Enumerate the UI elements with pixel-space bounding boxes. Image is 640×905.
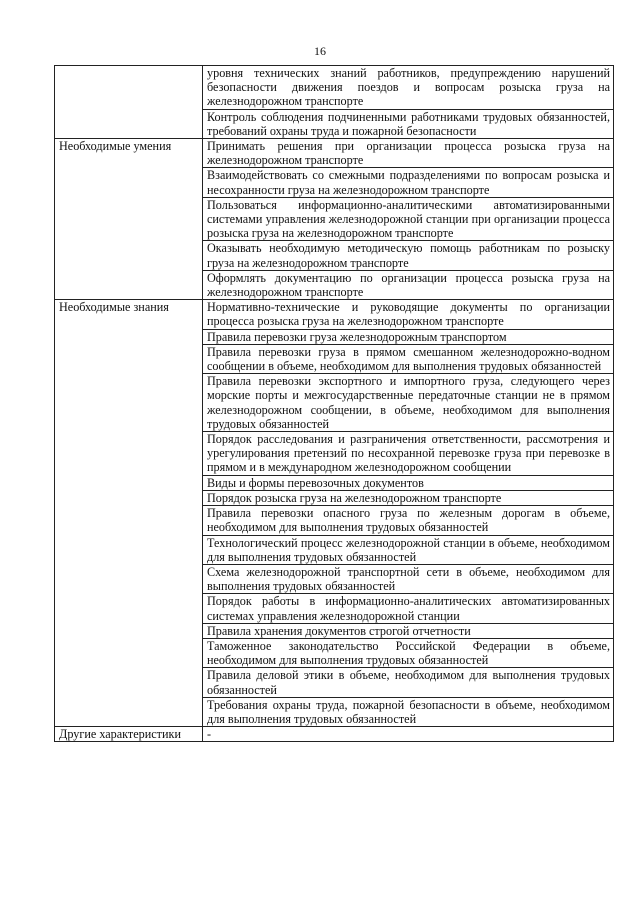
table-row	[55, 300, 614, 329]
table-row	[55, 727, 614, 742]
requirement-item: Порядок расследования и разграничения ответственности, рассмотрения и урегулирования претензий по несохранной перевозке груза при перевозке в прямом и в международном железнодорожном сообщении	[203, 432, 614, 476]
requirement-item: Принимать решения при организации процесса розыска груза на железнодорожном транспорте	[203, 139, 614, 168]
page-number: 16	[314, 44, 326, 58]
requirement-item: Нормативно-технические и руководящие документы по организации процесса розыска груза на железнодорожном транспорте	[203, 300, 614, 329]
requirement-item: Правила перевозки груза железнодорожным транспортом	[203, 329, 614, 344]
requirement-item: Взаимодействовать со смежными подразделениями по вопросам розыска и несохранности груза на железнодорожном транспорте	[203, 168, 614, 197]
row-label: Необходимые знания	[55, 300, 203, 727]
requirement-item: Контроль соблюдения подчиненными работниками трудовых обязанностей, требований охраны труда и пожарной безопасности	[203, 109, 614, 138]
requirement-item: Правила перевозки экспортного и импортного груза, следующего через морские порты и межгосударственные передаточные станции не в прямом железнодорожном сообщении, в объеме, необходимом для выполнения трудовых обязанностей	[203, 374, 614, 432]
row-label: Необходимые умения	[55, 139, 203, 300]
requirement-item: Технологический процесс железнодорожной станции в объеме, необходимом для выполнения трудовых обязанностей	[203, 535, 614, 564]
requirement-item: Пользоваться информационно-аналитическими автоматизированными системами управления железнодорожной станции при организации процесса розыска груза на железнодорожном транспорте	[203, 197, 614, 241]
requirement-item: -	[203, 727, 614, 742]
requirement-item: Оформлять документацию по организации процесса розыска груза на железнодорожном транспорте	[203, 270, 614, 299]
requirement-item: Оказывать необходимую методическую помощь работникам по розыску груза на железнодорожном транспорте	[203, 241, 614, 270]
table-row	[55, 66, 614, 110]
requirement-item: уровня технических знаний работников, предупреждению нарушений безопасности движения поездов и вопросам розыска груза на железнодорожном транспорте	[203, 66, 614, 110]
row-label	[55, 66, 203, 139]
requirement-item: Правила перевозки опасного груза по железным дорогам в объеме, необходимом для выполнения трудовых обязанностей	[203, 506, 614, 535]
row-label: Другие характеристики	[55, 727, 203, 742]
requirement-item: Требования охраны труда, пожарной безопасности в объеме, необходимом для выполнения трудовых обязанностей	[203, 697, 614, 726]
requirement-item: Правила перевозки груза в прямом смешанном железнодорожно-водном сообщении в объеме, необходимом для выполнения трудовых обязанностей	[203, 344, 614, 373]
requirement-item: Правила деловой этики в объеме, необходимом для выполнения трудовых обязанностей	[203, 668, 614, 697]
requirement-item: Порядок работы в информационно-аналитических автоматизированных системах управления железнодорожной станции	[203, 594, 614, 623]
requirements-table	[54, 65, 614, 742]
requirement-item: Порядок розыска груза на железнодорожном транспорте	[203, 490, 614, 505]
requirement-item: Схема железнодорожной транспортной сети в объеме, необходимом для выполнения трудовых обязанностей	[203, 564, 614, 593]
table-row	[55, 139, 614, 168]
requirement-item: Правила хранения документов строгой отчетности	[203, 623, 614, 638]
requirement-item: Таможенное законодательство Российской Федерации в объеме, необходимом для выполнения трудовых обязанностей	[203, 638, 614, 667]
requirement-item: Виды и формы перевозочных документов	[203, 475, 614, 490]
